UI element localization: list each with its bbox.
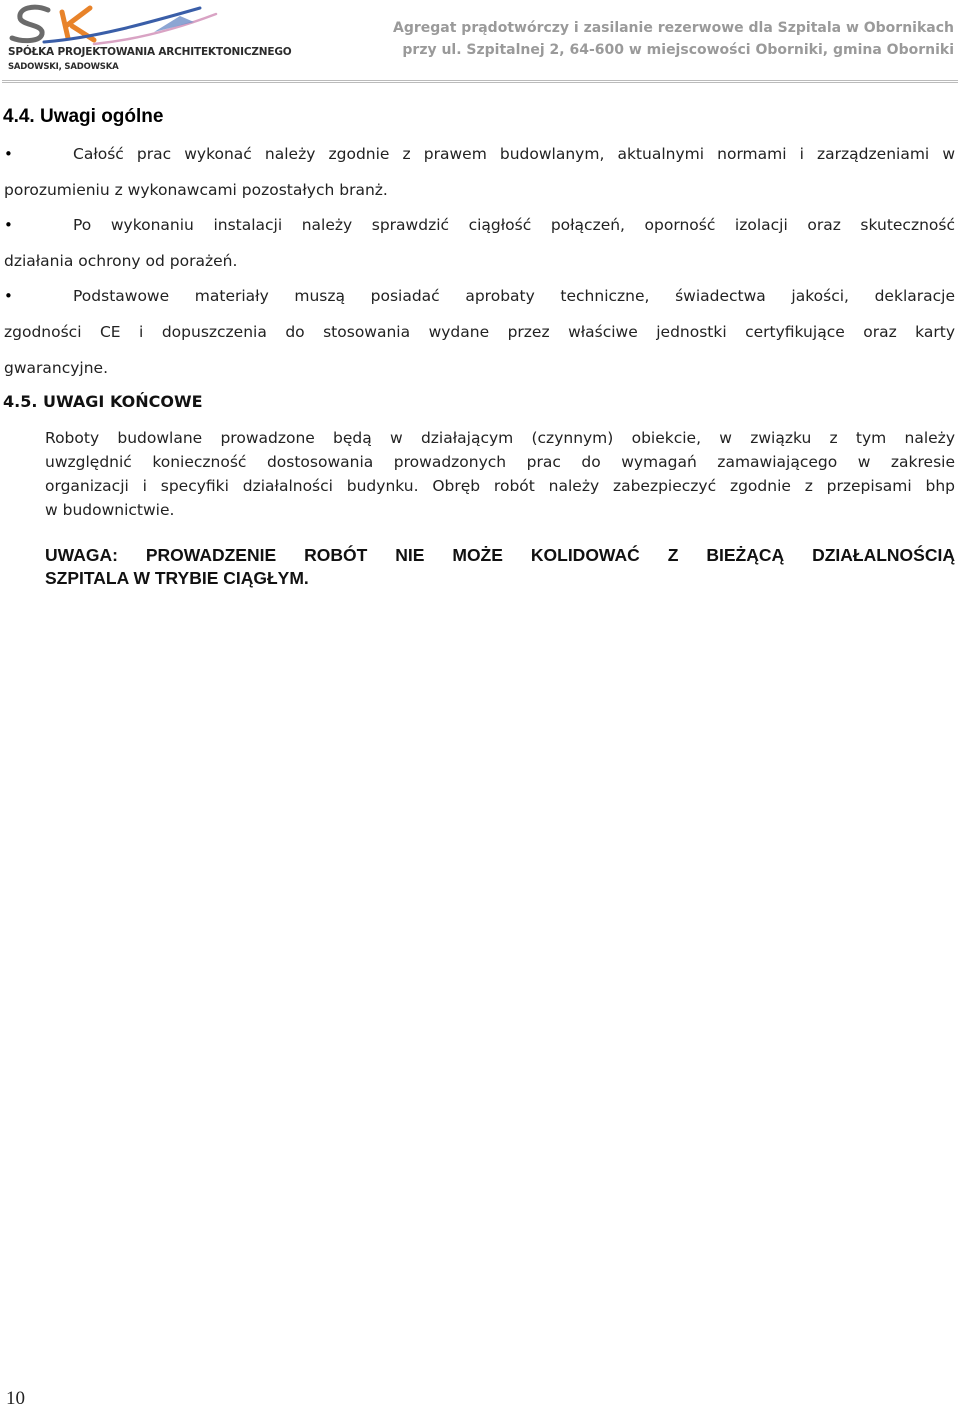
list-item (4, 207, 955, 279)
bullet-text: Po wykonaniu instalacji należy sprawdzić ciągłość połączeń, oporność izolacji oraz skuteczność (73, 216, 955, 234)
bullet-text: działania ochrony od porażeń. (4, 252, 238, 270)
bullet-text: zgodności CE i dopuszczenia do stosowania wydane przez właściwe jednostki certyfikujące oraz karty (4, 323, 955, 341)
paragraph-line: uwzględnić konieczność dostosowania prowadzonych prac do wymagań zamawiającego w zakresie (45, 453, 955, 471)
bullet-icon: • (4, 145, 13, 163)
document-title-line2: przy ul. Szpitalnej 2, 64-600 w miejscowości Oborniki, gmina Oborniki (402, 42, 954, 58)
section-heading-4-4: 4.4. Uwagi ogólne (3, 106, 164, 127)
paragraph-line: organizacji i specyfiki działalności budynku. Obręb robót należy zabezpieczyć zgodnie z przepisami bhp (45, 477, 955, 495)
bullet-text: Całość prac wykonać należy zgodnie z prawem budowlanym, aktualnymi normami i zarządzeniami w (73, 145, 955, 163)
page-header (0, 0, 960, 82)
header-divider (2, 80, 958, 83)
warning-note (45, 544, 955, 590)
bullet-text: Podstawowe materiały muszą posiadać aprobaty techniczne, świadectwa jakości, deklaracje (73, 287, 955, 305)
bullet-icon: • (4, 216, 13, 234)
logo-graphic (4, 2, 224, 48)
company-logo (4, 2, 292, 80)
document-title-line1: Agregat prądotwórczy i zasilanie rezerwowe dla Szpitala w Obornikach (393, 20, 954, 36)
page-number: 10 (6, 1388, 25, 1409)
list-item (4, 278, 955, 386)
bullet-icon: • (4, 287, 13, 305)
paragraph-line: Roboty budowlane prowadzone będą w działającym (czynnym) obiekcie, w związku z tym należy (45, 429, 955, 447)
section-heading-4-5: 4.5. UWAGI KOŃCOWE (3, 392, 203, 411)
bullet-text: porozumieniu z wykonawcami pozostałych branż. (4, 181, 388, 199)
warning-line: SZPITALA W TRYBIE CIĄGŁYM. (45, 568, 309, 588)
paragraph-line: w budownictwie. (45, 501, 175, 519)
section-paragraph (45, 426, 955, 522)
logo-company-name: SPÓŁKA PROJEKTOWANIA ARCHITEKTONICZNEGO (8, 46, 292, 58)
list-item (4, 136, 955, 208)
bullet-text: gwarancyjne. (4, 359, 108, 377)
logo-owners: SADOWSKI, SADOWSKA (8, 62, 119, 72)
document-title (393, 17, 954, 61)
warning-line: UWAGA: PROWADZENIE ROBÓT NIE MOŻE KOLIDOWAĆ Z BIEŻĄCĄ DZIAŁALNOŚCIĄ (45, 545, 955, 565)
